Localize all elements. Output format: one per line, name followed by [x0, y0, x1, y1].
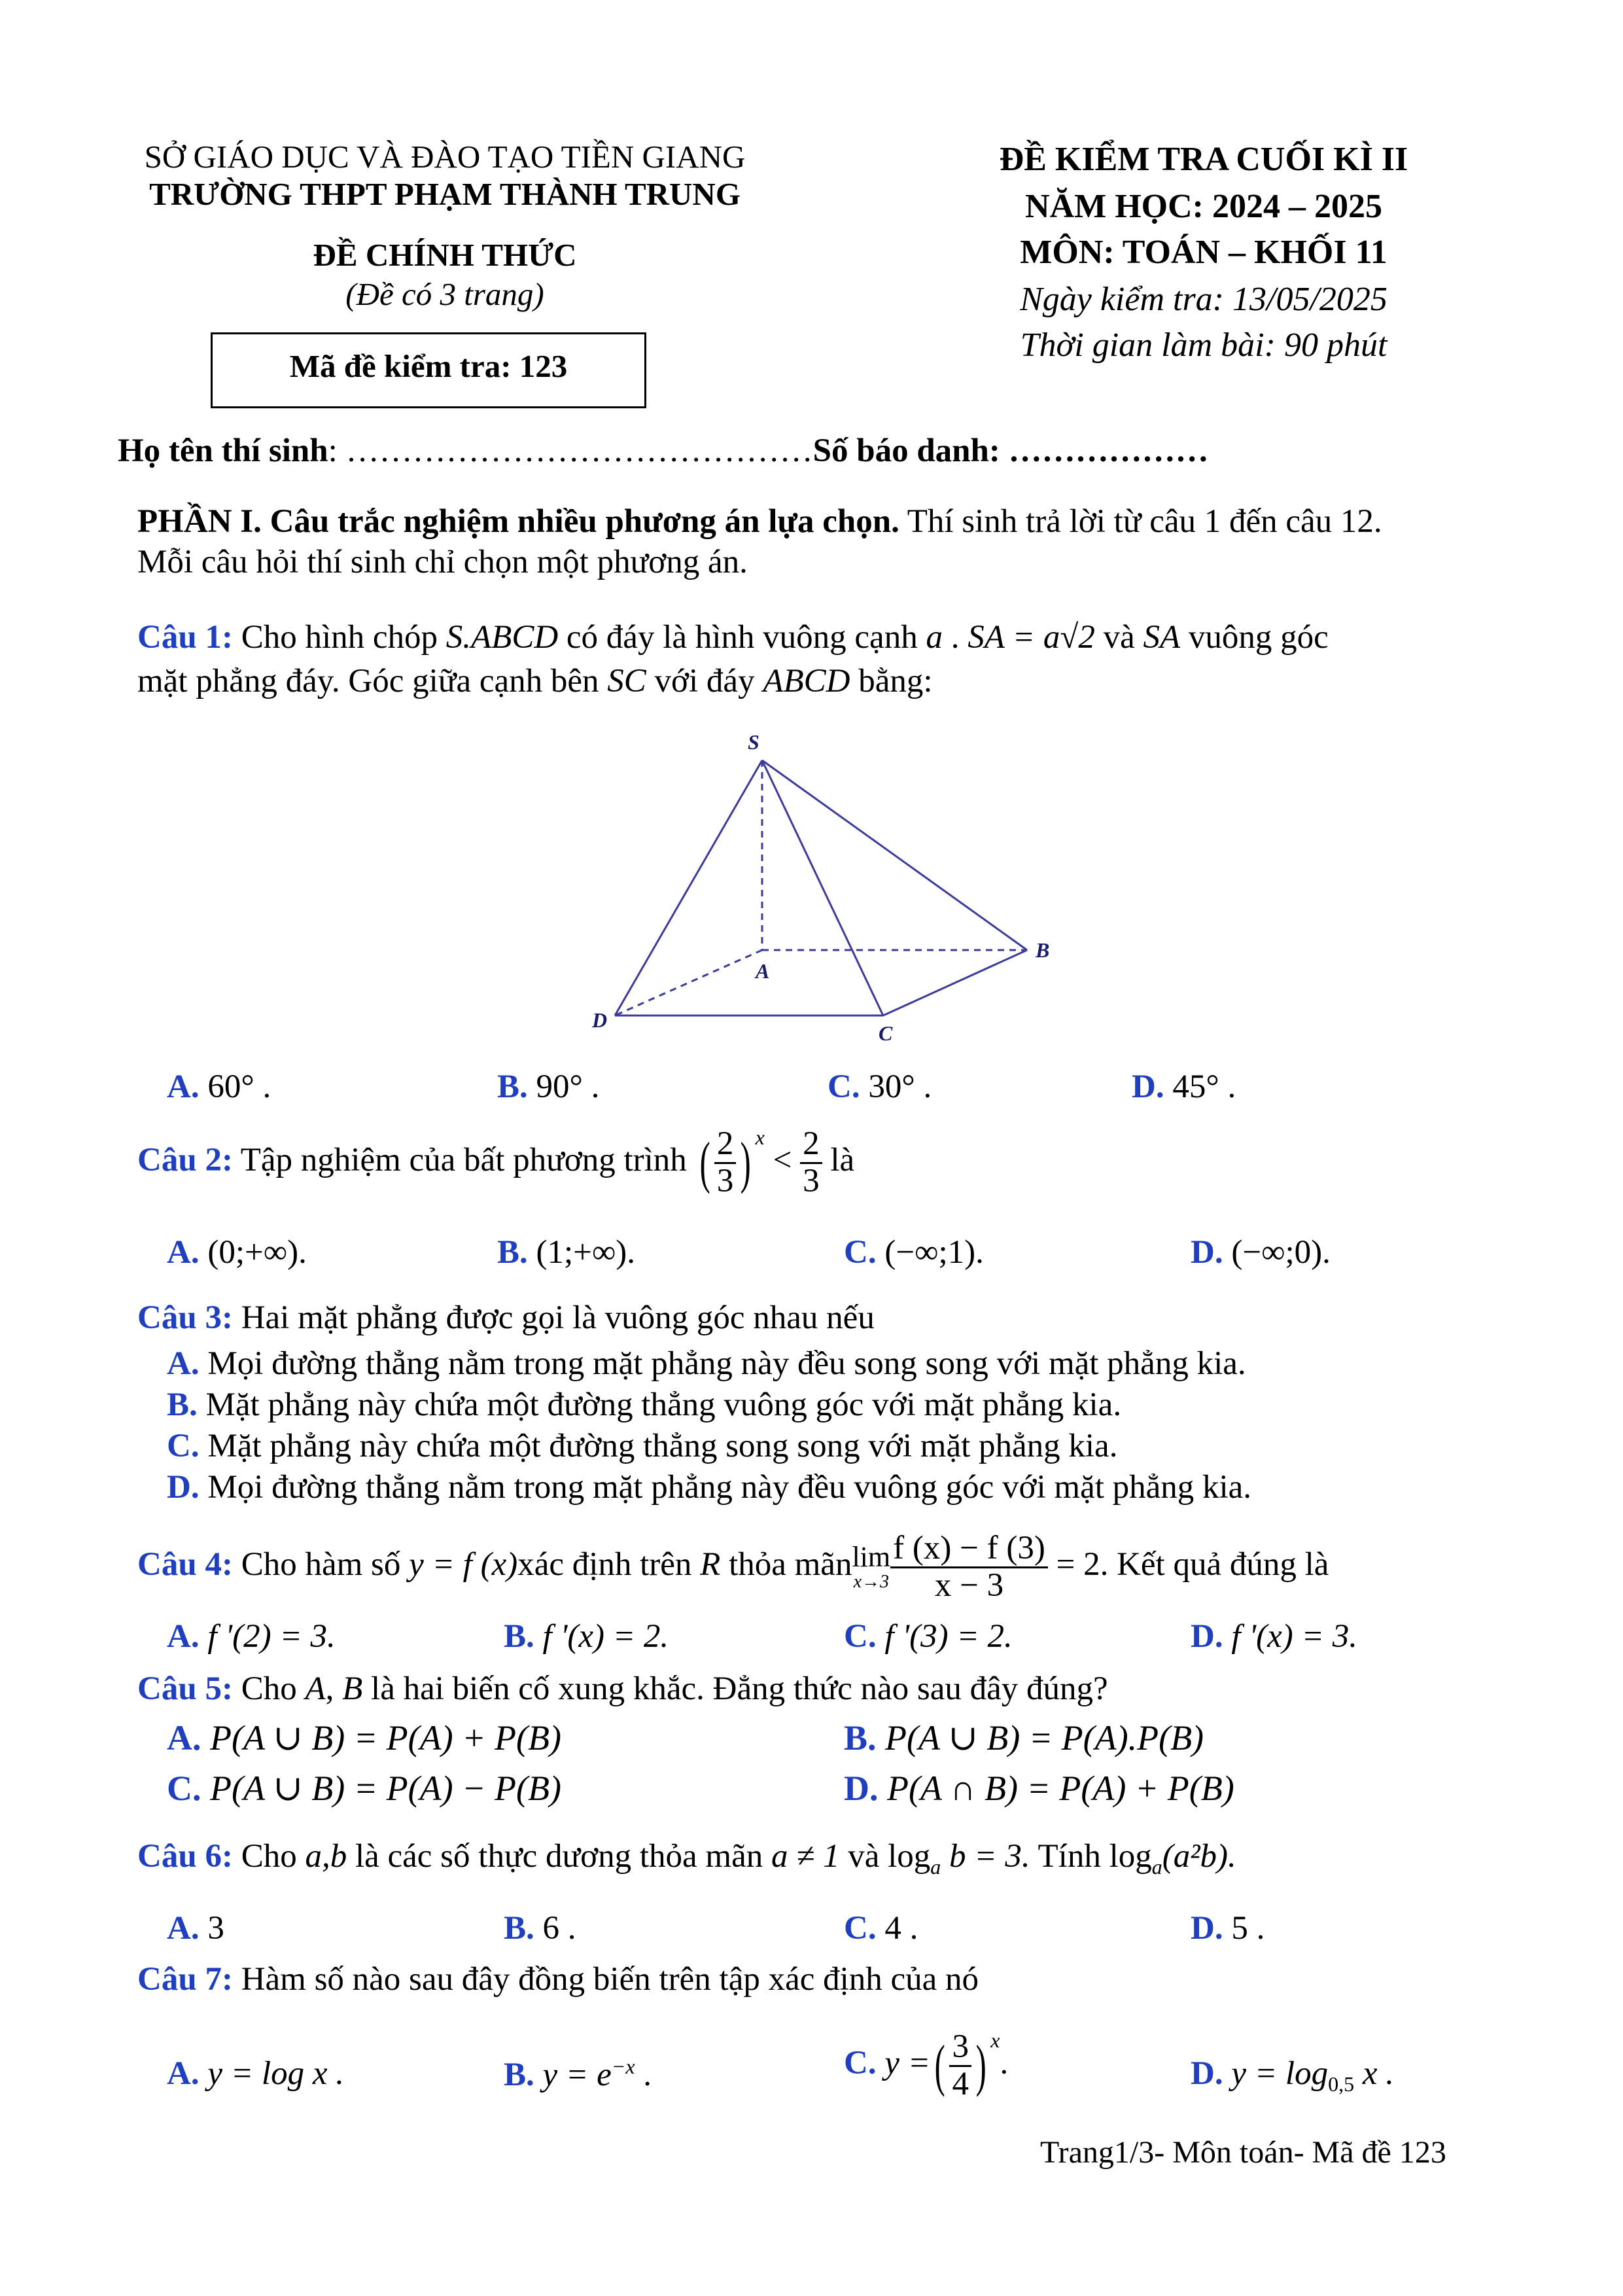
part1-instruction-2: Mỗi câu hỏi thí sinh chỉ chọn một phương án. [137, 544, 748, 580]
q6-text: Tính [1030, 1838, 1109, 1875]
q6-option-d[interactable] [1191, 1909, 1265, 1948]
part1-title: PHẦN I. Câu trắc nghiệm nhiều phương án lựa chọn. [137, 503, 899, 540]
option-key: B. [504, 1910, 534, 1947]
q4-text: xác định trên [517, 1545, 701, 1583]
fraction [714, 1127, 737, 1199]
exam-date: Ngày kiểm tra: 13/05/2025 [1020, 281, 1387, 318]
option-key: D. [1191, 1234, 1223, 1271]
option-key: A. [167, 1069, 200, 1105]
numerator: f (x) − f (3) [890, 1531, 1048, 1568]
q5-math: B [342, 1670, 363, 1707]
q1-math: SA [1143, 619, 1181, 656]
q6-option-a[interactable] [167, 1909, 224, 1948]
option-exponent: −x [611, 2055, 635, 2078]
option-key: B. [497, 1234, 528, 1271]
option-value: P(A ∪ B) = P(A) − P(B) [210, 1769, 561, 1808]
q2-option-a[interactable] [167, 1233, 307, 1272]
question-7-label: Câu 7: [137, 1961, 233, 1998]
option-value: Mọi đường thẳng nằm trong mặt phẳng này đều vuông góc với mặt phẳng kia. [199, 1469, 1252, 1506]
question-1-label: Câu 1: [137, 619, 233, 656]
vertex-d-label: D [592, 1008, 608, 1032]
page-footer: Trang1/3- Môn toán- Mã đề 123 [1040, 2135, 1446, 2170]
option-log-base: 0,5 [1328, 2072, 1355, 2096]
option-value: 6 . [542, 1910, 576, 1947]
q6-math: a ≠ 1 [771, 1838, 840, 1875]
option-key: B. [844, 1718, 877, 1757]
q6-math: b = 3. [941, 1838, 1030, 1875]
question-2-label: Câu 2: [137, 1142, 233, 1178]
paren-right: ) [975, 2034, 986, 2098]
subject: MÔN: TOÁN – KHỐI 11 [1020, 234, 1387, 271]
option-tail: x . [1354, 2055, 1394, 2092]
edge-cb [883, 950, 1027, 1016]
q3-option-d[interactable] [167, 1468, 1251, 1507]
option-tail: . [635, 2057, 652, 2093]
option-key: C. [167, 1428, 200, 1464]
less-than: < [773, 1142, 792, 1178]
q1-text: bằng: [850, 663, 933, 699]
q5-option-a[interactable] [167, 1718, 561, 1758]
option-value: Mọi đường thẳng nằm trong mặt phẳng này đều song song với mặt phẳng kia. [199, 1345, 1246, 1382]
q4-math: y = f (x) [409, 1545, 518, 1583]
numerator: 2 [714, 1127, 737, 1164]
option-key: A. [167, 1618, 200, 1655]
q3-option-b[interactable] [167, 1386, 1121, 1424]
vertex-s-label: S [748, 730, 759, 754]
q6-option-c[interactable] [844, 1909, 918, 1948]
page-count: (Đề có 3 trang) [345, 276, 544, 312]
option-value: y = e [542, 2057, 612, 2093]
option-value: f '(3) = 2. [884, 1618, 1013, 1655]
option-value: (1;+∞). [536, 1234, 636, 1271]
exponent: x [755, 1125, 765, 1149]
q6-text: là các số thực dương thỏa mãn [347, 1838, 771, 1875]
fraction [890, 1531, 1048, 1603]
q2-text: là [822, 1142, 855, 1178]
numerator: 3 [949, 2030, 971, 2067]
option-key: D. [1191, 1910, 1223, 1947]
part1-instruction: Thí sinh trả lời từ câu 1 đến câu 12. [899, 503, 1382, 540]
option-value: y = [884, 2045, 931, 2081]
option-value: f '(x) = 2. [542, 1618, 669, 1655]
option-key: B. [167, 1386, 198, 1423]
q1-math: SC [607, 663, 646, 699]
question-3 [137, 1299, 875, 1337]
vertex-a-label: A [756, 959, 770, 983]
q1-option-b[interactable] [497, 1068, 599, 1106]
option-key: D. [844, 1769, 879, 1808]
denominator: x − 3 [934, 1566, 1004, 1604]
q2-option-d[interactable] [1191, 1233, 1331, 1272]
q5-math: A [305, 1670, 326, 1707]
option-value: Mặt phẳng này chứa một đường thẳng song song với mặt phẳng kia. [199, 1428, 1118, 1464]
question-6-label: Câu 6: [137, 1838, 233, 1875]
q2-text: Tập nghiệm của bất phương trình [232, 1142, 695, 1178]
option-exponent: x [990, 2028, 1000, 2052]
option-value: (−∞;1). [884, 1234, 984, 1271]
official-label: ĐỀ CHÍNH THỨC [313, 237, 577, 273]
question-7 [137, 1960, 979, 1999]
student-id-label: Số báo danh: [812, 433, 1000, 469]
q2-option-c[interactable] [844, 1233, 984, 1272]
q6-option-b[interactable] [504, 1909, 576, 1948]
q1-math: SA = a√2 [968, 619, 1095, 656]
q7-option-b[interactable] [504, 2055, 652, 2094]
q5-option-c[interactable] [167, 1768, 561, 1809]
exam-code-value: 123 [519, 348, 568, 384]
option-key: C. [844, 1618, 877, 1655]
q5-text: là hai biến cố xung khắc. Đẳng thức nào sau đây đúng? [362, 1670, 1108, 1707]
vertex-c-label: C [879, 1021, 893, 1045]
q3-option-a[interactable] [167, 1345, 1246, 1383]
paren-left: ( [934, 2034, 945, 2098]
option-value: P(A ∩ B) = P(A) + P(B) [887, 1769, 1234, 1808]
exam-duration: Thời gian làm bài: 90 phút [1020, 327, 1387, 364]
q6-log: log [888, 1838, 931, 1875]
option-key: C. [844, 1234, 877, 1271]
q4-text: . Kết quả đúng là [1100, 1545, 1329, 1583]
q4-math: R [700, 1545, 721, 1583]
q4-option-c[interactable] [844, 1617, 1013, 1656]
option-value: f '(x) = 3. [1231, 1618, 1357, 1655]
q1-math: S.ABCD [445, 619, 559, 656]
q1-text: . [942, 619, 968, 656]
option-value: P(A ∪ B) = P(A) + P(B) [210, 1718, 561, 1757]
student-name-field[interactable]: : …………………………………… [328, 433, 813, 469]
paren-left: ( [699, 1131, 710, 1195]
option-key: B. [497, 1069, 528, 1105]
q2-option-b[interactable] [497, 1233, 635, 1272]
department-name: SỞ GIÁO DỤC VÀ ĐÀO TẠO TIỀN GIANG [144, 139, 746, 175]
lim-text: lim [852, 1541, 891, 1574]
option-key: A. [167, 1910, 200, 1947]
q3-option-c[interactable] [167, 1427, 1117, 1466]
q6-math: a,b [305, 1838, 347, 1875]
q5-option-d[interactable] [844, 1768, 1234, 1809]
option-value: 5 . [1231, 1910, 1265, 1947]
numerator: 2 [800, 1127, 822, 1164]
lim-sub: x→3 [853, 1572, 890, 1593]
edge-ad [615, 950, 762, 1016]
q1-math: a [926, 619, 943, 656]
option-value: P(A ∪ B) = P(A).P(B) [885, 1718, 1204, 1757]
q1-text: vuông góc [1180, 619, 1329, 656]
denominator: 4 [952, 2065, 969, 2102]
q1-text: mặt phẳng đáy. Góc giữa cạnh bên [137, 663, 608, 699]
denominator: 3 [716, 1162, 734, 1199]
q4-option-d[interactable] [1191, 1617, 1357, 1656]
option-value: 60° . [207, 1069, 271, 1105]
option-value: Mặt phẳng này chứa một đường thẳng vuông góc với mặt phẳng kia. [197, 1386, 1122, 1423]
vertex-b-label: B [1036, 938, 1050, 962]
q7-option-a[interactable] [167, 2055, 344, 2093]
question-4 [137, 1531, 1329, 1603]
exam-title: ĐỀ KIỂM TRA CUỐI KÌ II [999, 141, 1408, 178]
q7-option-d[interactable] [1191, 2055, 1394, 2096]
edge-sb [762, 760, 1027, 950]
paren-right: ) [740, 1131, 752, 1195]
option-key: A. [167, 2055, 200, 2092]
q5-text: , [325, 1670, 343, 1707]
option-key: B. [504, 2057, 534, 2093]
edge-sc [762, 760, 883, 1016]
option-value: (−∞;0). [1231, 1234, 1331, 1271]
q4-option-a[interactable] [167, 1617, 336, 1656]
option-key: C. [167, 1769, 201, 1808]
student-name-label: Họ tên thí sinh [118, 433, 328, 469]
q1-option-d[interactable] [1132, 1068, 1236, 1106]
school-year: NĂM HỌC: 2024 – 2025 [1025, 188, 1382, 225]
option-key: D. [1191, 1618, 1223, 1655]
option-value: (0;+∞). [207, 1234, 307, 1271]
question-5 [137, 1670, 1108, 1708]
question-4-label: Câu 4: [137, 1545, 233, 1583]
q6-log-base: a [930, 1855, 941, 1879]
option-value: y = log [1231, 2055, 1329, 2092]
option-tail: . [1000, 2045, 1009, 2081]
edge-sd [615, 760, 762, 1016]
option-value: 90° . [536, 1069, 600, 1105]
option-key: D. [167, 1469, 200, 1506]
q6-log-base: a [1151, 1855, 1162, 1879]
q6-math: (a²b). [1162, 1838, 1236, 1875]
option-value: 3 [207, 1910, 224, 1947]
fraction [800, 1127, 822, 1199]
option-key: C. [844, 1910, 877, 1947]
option-key: B. [504, 1618, 534, 1655]
q1-text: với đáy [646, 663, 763, 699]
q5-option-b[interactable] [844, 1718, 1204, 1758]
question-2 [137, 1125, 854, 1199]
school-name: TRƯỜNG THPT PHẠM THÀNH TRUNG [149, 176, 741, 212]
q4-text: thỏa mãn [729, 1545, 852, 1583]
option-value: 4 . [884, 1910, 918, 1947]
q1-text: có đáy là hình vuông cạnh [558, 619, 926, 656]
question-5-label: Câu 5: [137, 1670, 233, 1707]
option-key: A. [167, 1345, 200, 1382]
limit [852, 1542, 890, 1592]
option-value: f '(2) = 3. [207, 1618, 336, 1655]
exam-code-label: Mã đề kiểm tra: [289, 348, 512, 384]
q6-log: log [1109, 1838, 1152, 1875]
q1-option-c[interactable] [828, 1068, 932, 1106]
option-key: C. [844, 2045, 877, 2081]
q4-text: Cho hàm số [232, 1545, 410, 1583]
q4-option-b[interactable] [504, 1617, 669, 1656]
q5-text: Cho [232, 1670, 305, 1707]
option-key: D. [1191, 2055, 1223, 2092]
option-value: 30° . [868, 1069, 932, 1105]
question-3-label: Câu 3: [137, 1299, 233, 1336]
option-key: A. [167, 1234, 200, 1271]
denominator: 3 [803, 1162, 820, 1199]
option-key: C. [828, 1069, 860, 1105]
q4-eq: = 2 [1056, 1545, 1100, 1583]
q6-text: và [839, 1838, 888, 1875]
fraction [949, 2030, 971, 2102]
option-key: D. [1132, 1069, 1164, 1105]
q3-text: Hai mặt phẳng được gọi là vuông góc nhau nếu [232, 1299, 875, 1336]
q6-text: Cho [232, 1838, 305, 1875]
option-value: 45° . [1172, 1069, 1236, 1105]
q7-option-c[interactable] [844, 2028, 1008, 2102]
student-id-field[interactable]: ……………… [1008, 433, 1209, 469]
question-6 [137, 1837, 1236, 1879]
option-key: A. [167, 1718, 201, 1757]
q1-option-a[interactable] [167, 1068, 271, 1106]
q1-math: ABCD [763, 663, 850, 699]
q1-text: và [1094, 619, 1143, 656]
option-value: y = log x . [207, 2055, 344, 2092]
q1-text: Cho hình chóp [232, 619, 446, 656]
q7-text: Hàm số nào sau đây đồng biến trên tập xác định của nó [232, 1961, 979, 1998]
